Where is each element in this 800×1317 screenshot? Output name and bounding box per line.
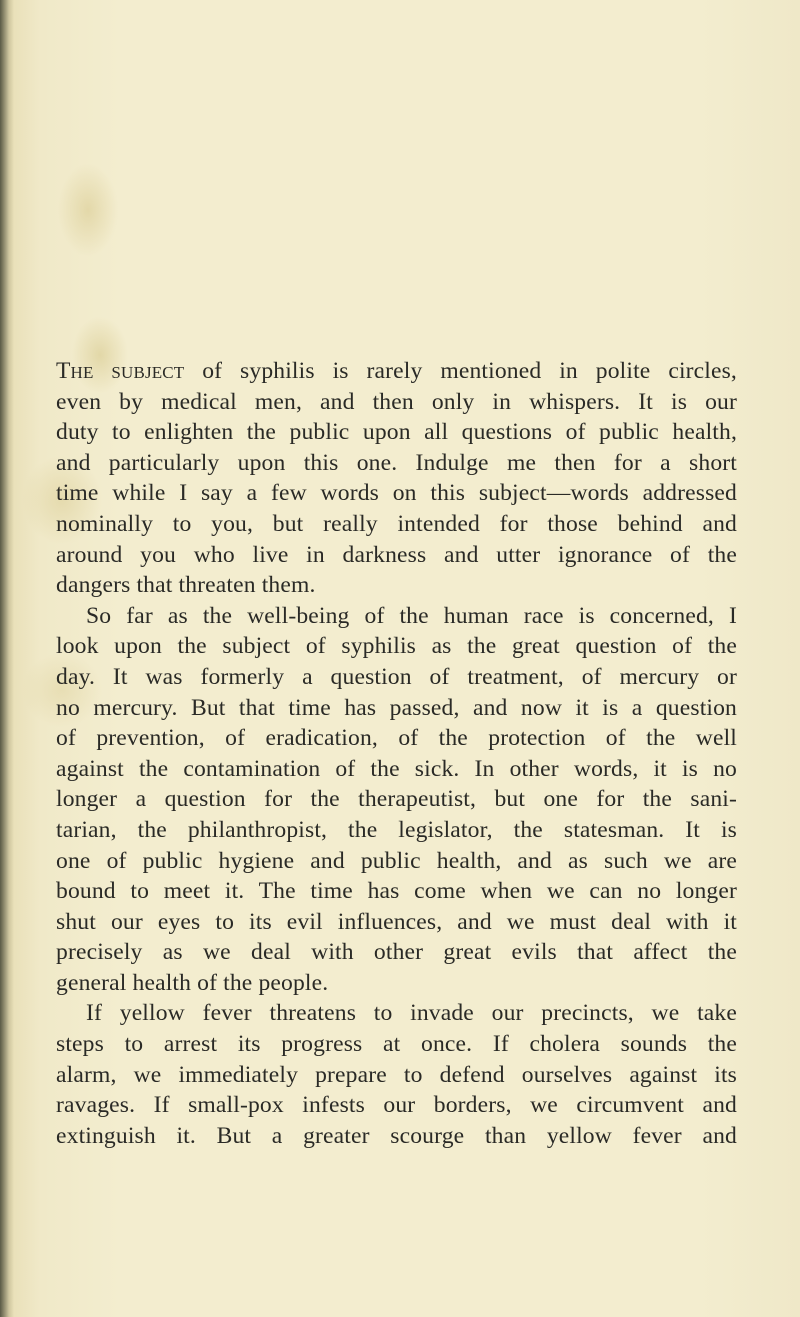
text-line: no mercury. But that time has passed, and now it is a question <box>56 694 737 721</box>
text-line: steps to arrest its progress at once. If cholera sounds the <box>56 1031 737 1058</box>
text-line: day. It was formerly a question of treatment, of mercury or <box>56 663 737 690</box>
text-line: longer a question for the therapeutist, but one for the sani- <box>56 786 737 813</box>
text-line: bound to meet it. The time has come when we can no longer <box>56 878 737 905</box>
opening-words: The subject <box>56 358 185 384</box>
text-line: look upon the subject of syphilis as the great question of the <box>56 633 737 660</box>
text-line: of prevention, of eradication, of the protection of the well <box>56 725 737 752</box>
text-line: alarm, we immediately prepare to defend ourselves against its <box>56 1061 737 1088</box>
text-line: The subject of syphilis is rarely mentioned in polite circles, <box>56 358 737 384</box>
page-gutter-shadow <box>0 0 14 1317</box>
text-line: nominally to you, but really intended for those behind and <box>56 510 737 537</box>
text-line: one of public hygiene and public health, and as such we are <box>56 847 737 874</box>
text-line: and particularly upon this one. Indulge me then for a short <box>56 449 737 476</box>
text-line: dangers that threaten them. <box>56 572 316 599</box>
text-line: general health of the people. <box>56 969 329 996</box>
text-line: shut our eyes to its evil influences, and we must deal with it <box>56 908 737 935</box>
text-line: extinguish it. But a greater scourge than yellow fever and <box>56 1122 737 1149</box>
body-text <box>56 356 737 1151</box>
text-line: time while I say a few words on this subject—words addressed <box>56 480 737 507</box>
text-line: against the contamination of the sick. In other words, it is no <box>56 755 737 782</box>
text-line: around you who live in darkness and utter ignorance of the <box>56 541 737 568</box>
text-line: duty to enlighten the public upon all questions of public health, <box>56 419 737 446</box>
text-line: So far as the well-being of the human race is concerned, I <box>86 602 737 629</box>
text-line: even by medical men, and then only in whispers. It is our <box>56 388 737 415</box>
text-line: precisely as we deal with other great evils that affect the <box>56 939 737 966</box>
text-line: tarian, the philanthropist, the legislator, the statesman. It is <box>56 816 737 843</box>
text-line: ravages. If small-pox infests our borders, we circumvent and <box>56 1092 737 1119</box>
text-line: If yellow fever threatens to invade our precincts, we take <box>86 1000 737 1027</box>
